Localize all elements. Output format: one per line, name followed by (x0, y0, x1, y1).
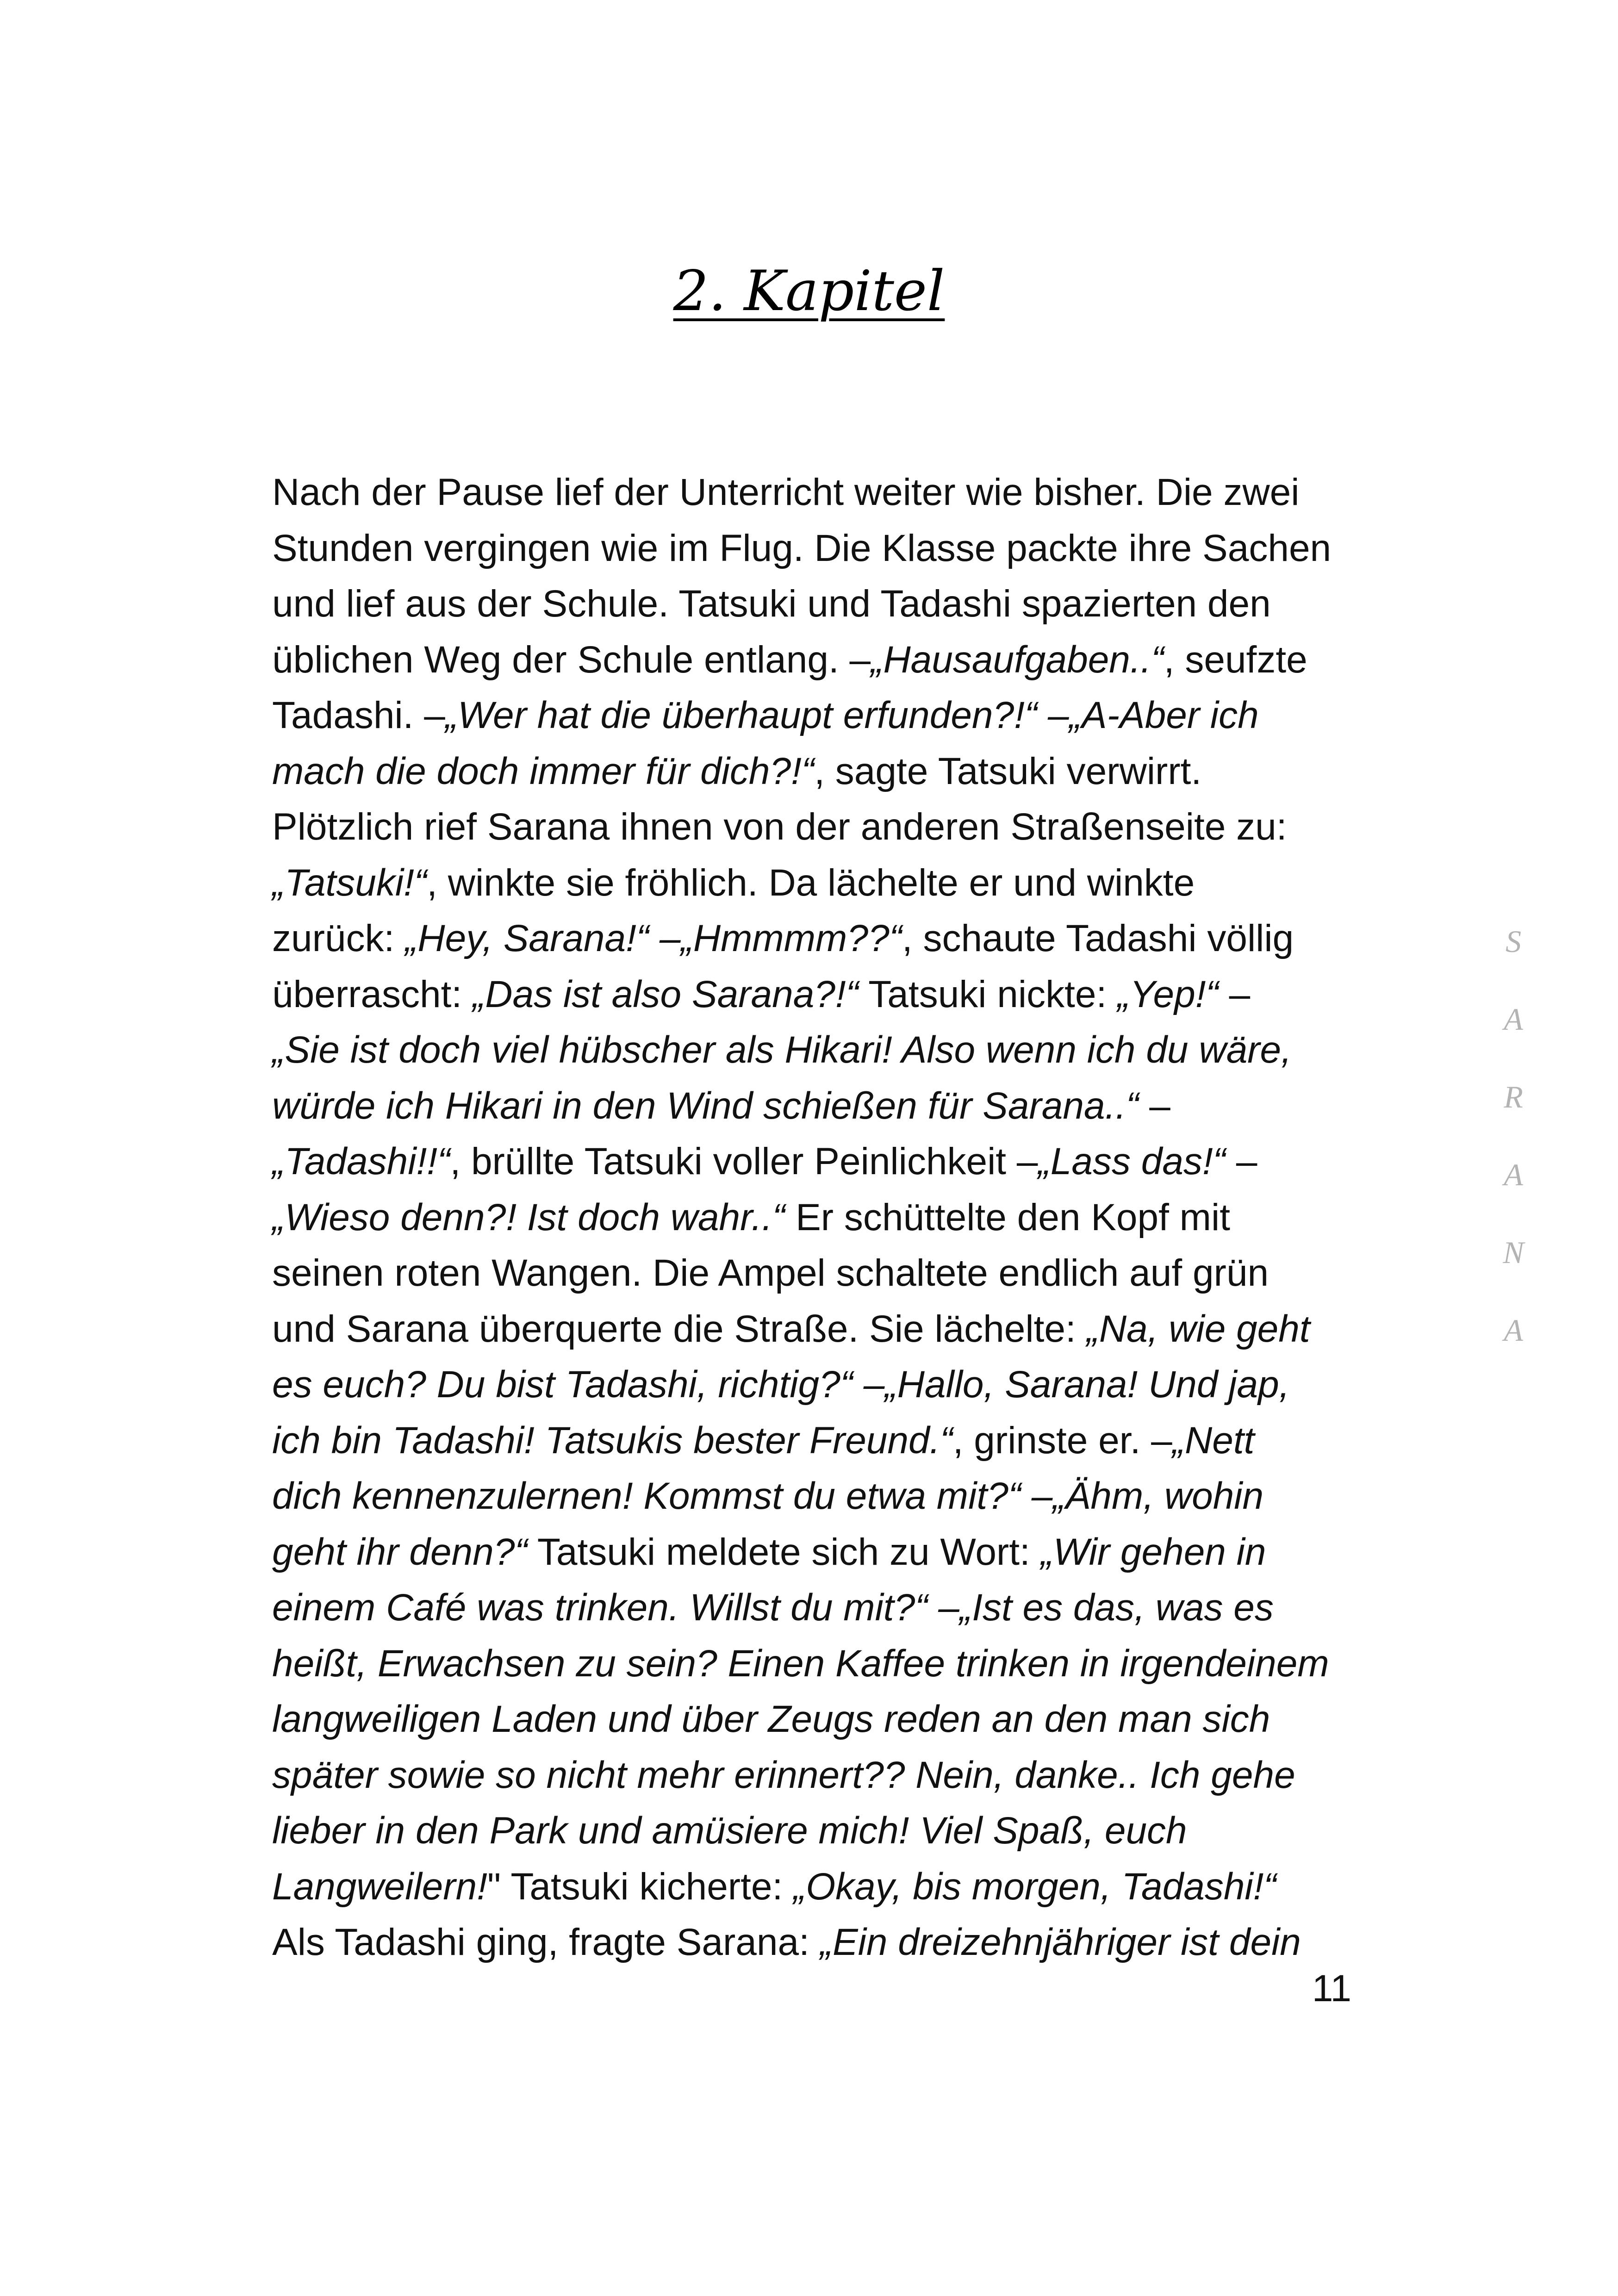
dialogue-segment: mach die doch immer für dich?!“ (272, 750, 815, 792)
narration-segment: Stunden vergingen wie im Flug. Die Klasse packte ihre Sachen (272, 527, 1332, 569)
dialogue-segment: „Sie ist doch viel hübscher als Hikari! Also wenn ich du wäre, (272, 1029, 1292, 1071)
text-line (272, 1524, 1355, 1580)
narration-segment: – (1226, 1140, 1257, 1182)
text-line (272, 465, 1355, 521)
dialogue-segment: später sowie so nicht mehr erinnert?? Nein, danke.. Ich gehe (272, 1754, 1295, 1796)
narration-segment: , schaute Tadashi völlig (902, 917, 1294, 959)
narration-segment: – (1218, 973, 1251, 1015)
text-line (272, 1803, 1355, 1859)
narration-segment: Plötzlich rief Sarana ihnen von der anderen Straßenseite zu: (272, 806, 1287, 848)
text-line (272, 1692, 1355, 1748)
dialogue-segment: „Tadashi!!“ (272, 1140, 450, 1182)
dialogue-segment: „Ein dreizehnjähriger ist dein (820, 1921, 1301, 1963)
page-number: 11 (1312, 1967, 1351, 2010)
chapter-title-text: 2. Kapitel (673, 259, 945, 324)
text-line (272, 576, 1355, 632)
side-vertical-title (1490, 902, 1537, 1369)
dialogue-segment: „Hausaufgaben..“ (871, 638, 1164, 681)
text-line (272, 744, 1355, 800)
dialogue-segment: „Lass das!“ (1038, 1140, 1226, 1182)
dialogue-segment: „Wieso denn?! Ist doch wahr..“ (272, 1196, 785, 1238)
dialogue-segment: würde ich Hikari in den Wind schießen für Sarana..“ (272, 1084, 1139, 1127)
side-letter: N (1503, 1235, 1524, 1270)
narration-segment: Tadashi. – (272, 694, 445, 736)
dialogue-segment: geht ihr denn?“ (272, 1531, 528, 1573)
dialogue-segment: Langweilern! (272, 1865, 487, 1908)
text-line (272, 1580, 1355, 1636)
narration-segment: , winkte sie fröhlich. Da lächelte er und winkte (427, 861, 1195, 904)
text-line (272, 855, 1355, 911)
dialogue-segment: „Okay, bis morgen, Tadashi!“ (793, 1865, 1276, 1908)
narration-segment: , seufzte (1164, 638, 1307, 681)
text-line (272, 967, 1355, 1023)
text-line (272, 1413, 1355, 1469)
narration-segment: " Tatsuki kicherte: (487, 1865, 794, 1908)
dialogue-segment: „Tatsuki!“ (272, 861, 427, 904)
text-line (272, 688, 1355, 744)
text-line (272, 911, 1355, 967)
dialogue-segment: dich kennenzulernen! Kommst du etwa mit?“ –„Ähm, wohin (272, 1475, 1264, 1517)
dialogue-segment: heißt, Erwachsen zu sein? Einen Kaffee trinken in irgendeinem (272, 1642, 1329, 1685)
text-line (272, 799, 1355, 855)
text-line (272, 1748, 1355, 1804)
side-letter: R (1504, 1079, 1523, 1114)
narration-segment: und Sarana überquerte die Straße. Sie lächelte: (272, 1307, 1087, 1350)
narration-segment: seinen roten Wangen. Die Ampel schaltete endlich auf grün (272, 1252, 1269, 1294)
text-line (272, 1859, 1355, 1915)
narration-segment: Nach der Pause lief der Unterricht weiter wie bisher. Die zwei (272, 471, 1300, 513)
narration-segment: , brüllte Tatsuki voller Peinlichkeit – (450, 1140, 1038, 1182)
body-text (272, 465, 1355, 1971)
narration-segment: , grinste er. – (952, 1419, 1172, 1462)
dialogue-segment: „Hey, Sarana!“ –„Hmmmm??“ (405, 917, 902, 959)
text-line (272, 521, 1355, 577)
text-line (272, 1636, 1355, 1692)
dialogue-segment: einem Café was trinken. Willst du mit?“ –„Ist es das, was es (272, 1587, 1274, 1629)
dialogue-segment: „Wir gehen in (1040, 1531, 1266, 1573)
narration-segment: Als Tadashi ging, fragte Sarana: (272, 1921, 820, 1963)
text-line (272, 1301, 1355, 1357)
side-letter: S (1506, 924, 1521, 959)
text-line (272, 1078, 1355, 1134)
narration-segment: Er schüttelte den Kopf mit (785, 1196, 1230, 1238)
dialogue-segment: „Na, wie geht (1086, 1307, 1310, 1350)
dialogue-segment: langweiligen Laden und über Zeugs reden an den man sich (272, 1698, 1270, 1740)
side-letter: A (1504, 1157, 1523, 1192)
text-line (272, 1468, 1355, 1524)
dialogue-segment: ich bin Tadashi! Tatsukis bester Freund.“ (272, 1419, 953, 1462)
narration-segment: üblichen Weg der Schule entlang. – (272, 638, 871, 681)
side-letter: A (1504, 1313, 1523, 1348)
dialogue-segment: „Nett (1172, 1419, 1255, 1462)
dialogue-segment: „Wer hat die überhaupt erfunden?!“ –„A-Aber ich (445, 694, 1259, 736)
narration-segment: überrascht: (272, 973, 473, 1015)
text-line (272, 1134, 1355, 1190)
text-line (272, 1915, 1355, 1971)
narration-segment: zurück: (272, 917, 405, 959)
text-line (272, 632, 1355, 688)
text-line (272, 1245, 1355, 1301)
narration-segment: , sagte Tatsuki verwirrt. (814, 750, 1202, 792)
chapter-title (0, 259, 1618, 324)
text-line (272, 1357, 1355, 1413)
dialogue-segment: „Yep!“ (1117, 973, 1219, 1015)
dialogue-segment: „Das ist also Sarana?!“ (472, 973, 859, 1015)
text-line (272, 1190, 1355, 1246)
narration-segment: Tatsuki meldete sich zu Wort: (527, 1531, 1041, 1573)
dialogue-segment: es euch? Du bist Tadashi, richtig?“ –„Hallo, Sarana! Und jap, (272, 1363, 1290, 1406)
narration-segment: – (1139, 1084, 1170, 1127)
narration-segment: und lief aus der Schule. Tatsuki und Tadashi spazierten den (272, 583, 1271, 625)
dialogue-segment: lieber in den Park und amüsiere mich! Viel Spaß, euch (272, 1810, 1187, 1852)
text-line (272, 1022, 1355, 1078)
side-letter: A (1504, 1002, 1523, 1037)
narration-segment: Tatsuki nickte: (859, 973, 1118, 1015)
